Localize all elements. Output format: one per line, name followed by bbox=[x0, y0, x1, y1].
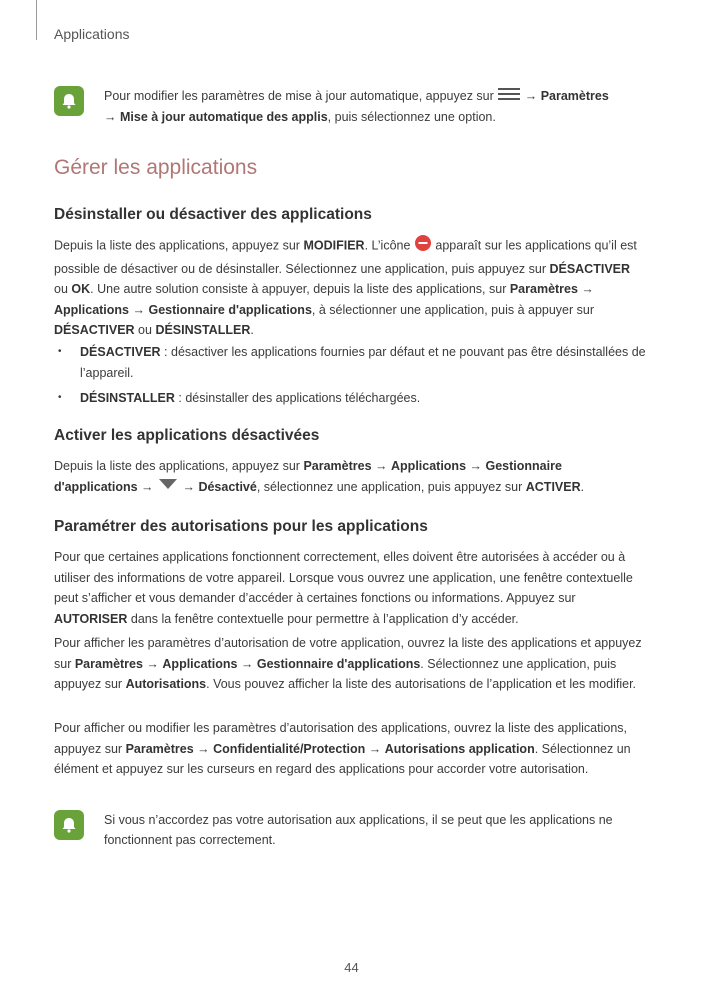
dropdown-arrow-icon bbox=[157, 477, 179, 498]
heading-activate: Activer les applications désactivées bbox=[54, 427, 320, 444]
list-item: • DÉSACTIVER : désactiver les applications fournies par défaut et ne pouvant pas être désinstallées de l’appareil. bbox=[54, 342, 646, 383]
paragraph-permissions-3: Pour afficher ou modifier les paramètres d’autorisation des applications, ouvrez la liste des applications, appuyez sur Paramètres → Confidentialité/Protection → Autorisations application. Sélectionnez un élément et appuyez sur les curseurs en regard des applications pour accorder votre autorisation. bbox=[54, 721, 631, 776]
heading-uninstall: Désinstaller ou désactiver des applications bbox=[54, 206, 372, 223]
bell-icon bbox=[54, 86, 84, 116]
section-title: Gérer les applications bbox=[54, 156, 258, 179]
list-item: • DÉSINSTALLER : désinstaller des applications téléchargées. bbox=[54, 388, 646, 409]
page-header-title: Applications bbox=[54, 26, 130, 42]
heading-permissions: Paramétrer des autorisations pour les applications bbox=[54, 518, 428, 535]
paragraph-activate: Depuis la liste des applications, appuyez sur Paramètres → Applications → Gestionnaire d'applications → → Désactivé, sélectionnez une application, puis appuyez sur ACTIVER. bbox=[54, 456, 646, 497]
menu-icon bbox=[497, 87, 521, 107]
paragraph-permissions-2: Pour afficher les paramètres d’autorisation de votre application, ouvrez la liste des applications et appuyez sur Paramètres → Applications → Gestionnaire d'applications. Sélectionnez une application, puis appuyez sur Autorisations. Vous pouvez afficher la liste des autorisations de l’application et les modifier. bbox=[54, 636, 642, 691]
page-margin-rule bbox=[36, 0, 37, 40]
note-permissions bbox=[54, 810, 644, 850]
uninstall-options-list bbox=[54, 342, 646, 414]
page-number: 44 bbox=[344, 960, 359, 975]
remove-icon bbox=[414, 234, 432, 259]
note-text: Si vous n’accordez pas votre autorisation aux applications, il se peut que les applications ne fonctionnent pas correctement. bbox=[104, 813, 613, 847]
note-text: Pour modifier les paramètres de mise à jour automatique, appuyez sur → Paramètres → Mise à jour automatique des applis, puis sélectionnez une option. bbox=[104, 86, 644, 127]
paragraph-permissions-1: Pour que certaines applications fonctionnent correctement, elles doivent être autorisées à accéder ou à utiliser des informations de votre appareil. Lorsque vous ouvrez une application, une fenêtre contextuelle peut s’afficher et vous demander d’accéder à certaines fonctions ou informations. Appuyez sur AUTORISER dans la fenêtre contextuelle pour permettre à l’application d’y accéder. bbox=[54, 550, 633, 626]
paragraph-uninstall: Depuis la liste des applications, appuyez sur MODIFIER. L’icône apparaît sur les applications qu’il est possible de désactiver ou de désinstaller. Sélectionnez une application, puis appuyez sur DÉSACTIVER ou OK. Une autre solution consiste à appuyer, depuis la liste des applications, sur Paramètres → Applications → Gestionnaire d'applications, à sélectionner une application, puis à appuyer sur DÉSACTIVER ou DÉSINSTALLER. bbox=[54, 234, 646, 341]
bell-icon bbox=[54, 810, 84, 840]
note-auto-update bbox=[54, 86, 644, 127]
